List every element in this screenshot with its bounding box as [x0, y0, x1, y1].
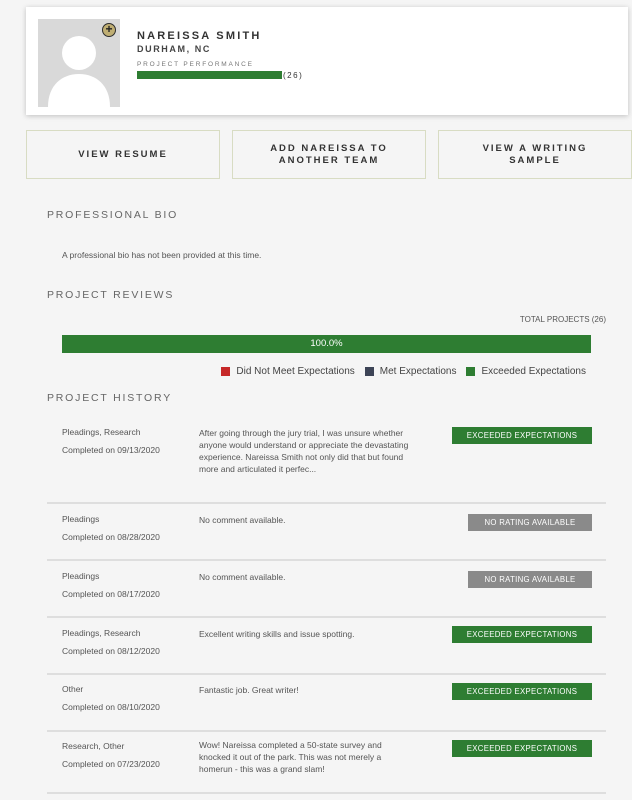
- row-comment: No comment available.: [199, 572, 286, 582]
- history-row: [47, 732, 606, 794]
- view-resume-label: VIEW RESUME: [78, 148, 168, 160]
- view-resume-button[interactable]: [26, 130, 220, 179]
- legend-label: Met Expectations: [379, 366, 457, 377]
- legend-item-exceeded: [466, 366, 586, 377]
- row-category: Other: [62, 684, 84, 694]
- row-date: Completed on 08/28/2020: [62, 532, 160, 542]
- history-row: [47, 561, 606, 618]
- view-writing-sample-label: VIEW A WRITING SAMPLE: [482, 142, 588, 166]
- plus-circle-icon[interactable]: +: [102, 23, 116, 37]
- reviews-section-title: PROJECT REVIEWS: [47, 289, 175, 301]
- rating-badge: EXCEEDED EXPECTATIONS: [452, 740, 592, 757]
- row-date: Completed on 07/23/2020: [62, 759, 160, 769]
- reviews-exceeded-bar: 100.0%: [62, 335, 591, 353]
- legend-swatch-red: [221, 367, 230, 376]
- legend-swatch-green: [466, 367, 475, 376]
- legend-item-met: [365, 366, 457, 377]
- rating-badge: NO RATING AVAILABLE: [468, 571, 592, 588]
- avatar: [38, 19, 120, 107]
- row-date: Completed on 08/17/2020: [62, 589, 160, 599]
- row-category: Research, Other: [62, 741, 125, 751]
- history-row: [47, 504, 606, 561]
- row-date: Completed on 09/13/2020: [62, 445, 160, 455]
- performance-bar: [137, 71, 282, 79]
- row-comment: No comment available.: [199, 515, 286, 525]
- performance-count: (26): [283, 71, 304, 80]
- row-comment: Wow! Nareissa completed a 50-state survey and knocked it out of the park. This was not merely a homerun - this was a grand slam!: [199, 740, 382, 774]
- row-comment: After going through the jury trial, I was unsure whether anyone would understand or appreciate the devastating experience. Nareissa Smith not only did that but found more and articulated it perfec...: [199, 428, 409, 474]
- row-category: Pleadings, Research: [62, 427, 141, 437]
- total-projects: TOTAL PROJECTS (26): [519, 315, 606, 324]
- row-comment: Excellent writing skills and issue spotting.: [199, 629, 355, 639]
- row-date: Completed on 08/10/2020: [62, 702, 160, 712]
- add-to-team-label: ADD NAREISSA TO ANOTHER TEAM: [270, 142, 388, 166]
- legend-label: Did Not Meet Expectations: [236, 366, 355, 377]
- legend-label: Exceeded Expectations: [481, 366, 586, 377]
- rating-badge: NO RATING AVAILABLE: [468, 514, 592, 531]
- profile-name: NAREISSA SMITH: [137, 30, 262, 42]
- profile-location: DURHAM, NC: [137, 44, 211, 54]
- row-comment: Fantastic job. Great writer!: [199, 685, 299, 695]
- bio-text: A professional bio has not been provided at this time.: [62, 250, 262, 260]
- bio-section-title: PROFESSIONAL BIO: [47, 209, 179, 221]
- rating-badge: EXCEEDED EXPECTATIONS: [452, 683, 592, 700]
- view-writing-sample-button[interactable]: [438, 130, 632, 179]
- history-row: [47, 675, 606, 732]
- history-row: [47, 618, 606, 675]
- performance-label: PROJECT PERFORMANCE: [137, 61, 254, 68]
- rating-badge: EXCEEDED EXPECTATIONS: [452, 626, 592, 643]
- add-to-team-button[interactable]: [232, 130, 426, 179]
- row-category: Pleadings, Research: [62, 628, 141, 638]
- profile-card: [26, 7, 628, 115]
- row-category: Pleadings: [62, 571, 100, 581]
- row-category: Pleadings: [62, 514, 100, 524]
- reviews-legend: [211, 366, 586, 377]
- rating-badge: EXCEEDED EXPECTATIONS: [452, 427, 592, 444]
- row-date: Completed on 08/12/2020: [62, 646, 160, 656]
- history-section-title: PROJECT HISTORY: [47, 392, 173, 404]
- history-row: [47, 415, 606, 504]
- legend-item-did-not-meet: [221, 366, 354, 377]
- legend-swatch-slate: [365, 367, 374, 376]
